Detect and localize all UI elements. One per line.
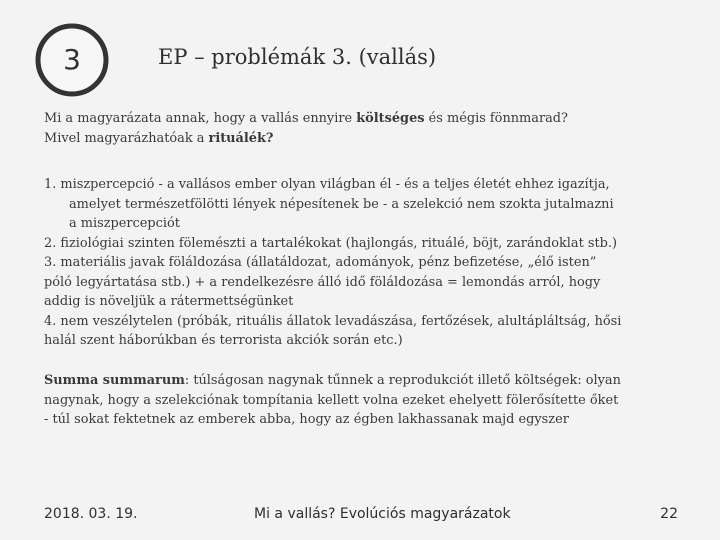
intro-line-1 — [44, 109, 690, 129]
summary-line-1 — [44, 371, 690, 391]
list-line: halál szent háborúkban és terrorista akciók során etc.) — [44, 333, 403, 348]
list-line: póló legyártatása stb.) + a rendelkezésre álló idő föláldozása = lemondás arról, hogy — [44, 274, 601, 290]
intro-text: és mégis fönnmarad? — [424, 111, 568, 126]
slide-title: EP – problémák 3. (vallás) — [158, 45, 437, 69]
summary-paragraph — [44, 371, 690, 430]
slide-number-badge — [32, 20, 112, 100]
list-line: 2. fiziológiai szinten fölemészti a tartalékokat (hajlongás, rituálé, böjt, zarándoklat stb.) — [44, 235, 618, 251]
list-line: 4. nem veszélytelen (próbák, rituális állatok levadászása, fertőzések, alultápláltság, hősi — [44, 313, 622, 329]
list-line: a miszpercepciót — [69, 216, 180, 231]
intro-emphasis: rituálék? — [208, 130, 274, 146]
intro-line-2 — [44, 129, 690, 149]
list-line: amelyet természetfölötti lények népesítenek be - a szelekció nem szokta jutalmazni — [69, 196, 614, 212]
summary-line-3: - túl sokat fektetnek az emberek abba, hogy az égben lakhassanak majd egyszer — [44, 412, 569, 427]
list-line: 3. materiális javak föláldozása (állatáldozat, adományok, pénz befizetése, „élő isten” — [44, 255, 597, 270]
intro-questions — [44, 109, 690, 148]
footer-title: Mi a vallás? Evolúciós magyarázatok — [254, 506, 511, 522]
slide-number: 3 — [63, 43, 81, 76]
summary-text: : túlságosan nagynak tűnnek a reprodukciót illető költségek: olyan — [184, 373, 621, 388]
intro-text: Mi a magyarázata annak, hogy a vallás ennyire — [44, 111, 357, 126]
footer-page-number: 22 — [660, 506, 678, 522]
footer-date: 2018. 03. 19. — [44, 506, 138, 522]
list-line: 1. miszpercepció - a vallásos ember olyan világban él - és a teljes életét ehhez igazítja, — [44, 177, 610, 192]
problem-list — [44, 175, 690, 351]
summary-label: Summa summarum — [44, 373, 185, 388]
intro-emphasis: költséges — [356, 111, 425, 126]
list-line: addig is növeljük a rátermettségünket — [44, 294, 294, 309]
intro-text: Mivel magyarázhatóak a — [44, 130, 209, 146]
summary-line-2: nagynak, hogy a szelekciónak tompítania kellett volna ezeket ehelyett fölerősítette őket — [44, 392, 619, 408]
